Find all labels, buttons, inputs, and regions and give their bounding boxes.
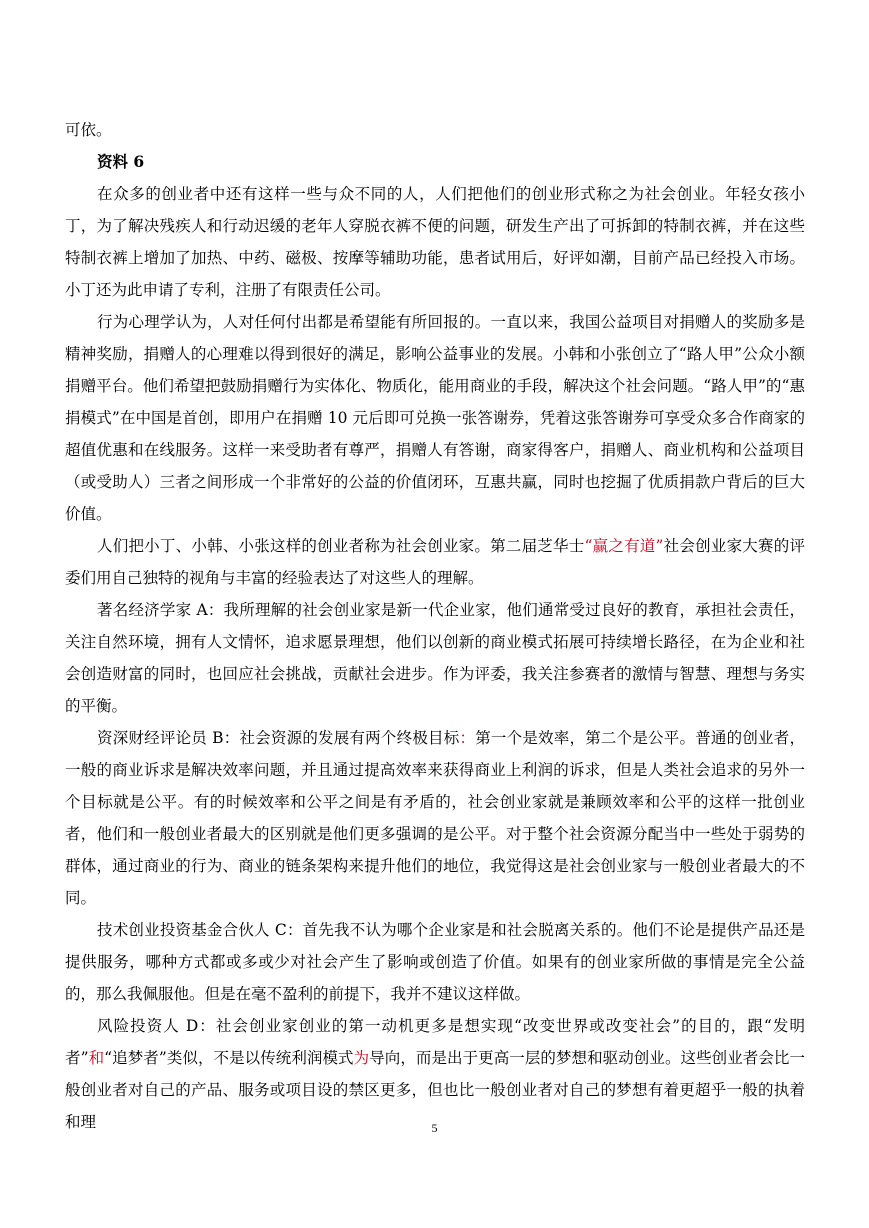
paragraph-2: 行为心理学认为，人对任何付出都是希望能有所回报的。一直以来，我国公益项目对捐赠人的奖励多是精神奖励，捐赠人的心理难以得到很好的满足，影响公益事业的发展。小韩和小张创立了“路人甲”公众小额捐赠平台。他们希望把鼓励捐赠行为实体化、物质化，能用商业的手段，解决这个社会问题。“路人甲”的“惠捐模式”在中国是首创，即用户在捐赠 10 元后即可兑换一张答谢券，凭着这张答谢券可享受众多合作商家的超值优惠和在线服务。这样一来受助者有尊严，捐赠人有答谢，商家得客户，捐赠人、商业机构和公益项目（或受助人）三者之间形成一个非常好的公益的价值闭环，互惠共赢，同时也挖掘了优质捐款户背后的巨大价值。 xyxy=(65,313,805,523)
paragraph-7-highlight-1: 和 xyxy=(88,1049,105,1067)
paragraph-7-text-b: “追梦者”类似，不是以传统利润模式 xyxy=(104,1049,354,1067)
paragraph-continuation: 可依。 xyxy=(65,121,112,139)
paragraph-3 xyxy=(65,530,805,594)
section-heading: 资料 6 xyxy=(97,152,145,171)
paragraph-7-text-c: 导向，而是出于更高一层的梦想和驱动创业。这些创业者会比一般创业者对自己的产品、服务或项目设的禁区更多，但也比一般创业者对自己的梦想有着更超乎一般的执着和理 xyxy=(65,1049,805,1131)
paragraph-5 xyxy=(65,722,805,914)
paragraph-6: 技术创业投资基金合伙人 C：首先我不认为哪个企业家是和社会脱离关系的。他们不论是提供产品还是提供服务，哪种方式都或多或少对社会产生了影响或创造了价值。如果有的创业家所做的事情是完全公益的，那么我佩服他。但是在毫不盈利的前提下，我并不建议这样做。 xyxy=(65,921,805,1003)
paragraph-5-text-a: 资深财经评论员 B：社会资源的发展有两个终极目标 xyxy=(97,729,460,747)
paragraph-3-highlight: “赢之有道” xyxy=(584,537,664,555)
paragraph-3-text-a: 人们把小丁、小韩、小张这样的创业者称为社会创业家。第二届芝华士 xyxy=(97,537,585,555)
paragraph-4: 著名经济学家 A：我所理解的社会创业家是新一代企业家，他们通常受过良好的教育，承担社会责任，关注自然环境，拥有人文情怀，追求愿景理想，他们以创新的商业模式拓展可持续增长路径，在为企业和社会创造财富的同时，也回应社会挑战，贡献社会进步。作为评委，我关注参赛者的激情与智慧、理想与务实的平衡。 xyxy=(65,601,805,715)
paragraph-7-highlight-2: 为 xyxy=(353,1049,370,1067)
paragraph-7-text-a: 风险投资人 D：社会创业家创业的第一动机更多是想实现“改变世界或改变社会”的目的，跟“发明者” xyxy=(65,1017,805,1067)
paragraph-5-text-b: 第一个是效率，第二个是公平。普通的创业者，一般的商业诉求是解决效率问题，并且通过提高效率来获得商业上利润的诉求，但是人类社会追求的另外一个目标就是公平。有的时候效率和公平之间是有矛盾的，社会创业家就是兼顾效率和公平的这样一批创业者，他们和一般创业者最大的区别就是他们更多强调的是公平。对于整个社会资源分配当中一些处于弱势的群体，通过商业的行为、商业的链条架构来提升他们的地位，我觉得这是社会创业家与一般创业者最大的不同。 xyxy=(65,729,805,907)
paragraph-5-highlight: ： xyxy=(459,729,476,747)
document-body xyxy=(65,114,805,1138)
paragraph-3-text-b: 社会创业家大赛的评委们用自己独特的视角与丰富的经验表达了对这些人的理解。 xyxy=(65,537,805,587)
paragraph-7 xyxy=(65,1010,805,1138)
page-number: 5 xyxy=(431,1121,438,1135)
paragraph-1: 在众多的创业者中还有这样一些与众不同的人，人们把他们的创业形式称之为社会创业。年轻女孩小丁，为了解决残疾人和行动迟缓的老年人穿脱衣裤不便的问题，研发生产出了可拆卸的特制衣裤，并在这些特制衣裤上增加了加热、中药、磁极、按摩等辅助功能，患者试用后，好评如潮，目前产品已经投入市场。小丁还为此申请了专利，注册了有限责任公司。 xyxy=(65,185,805,299)
